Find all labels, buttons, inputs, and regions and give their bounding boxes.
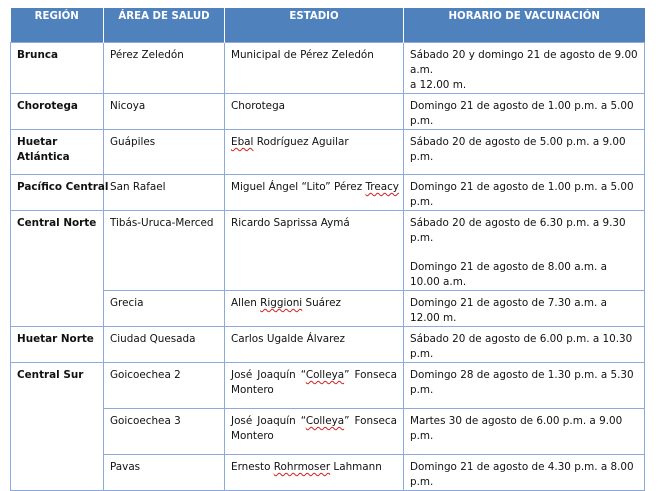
area-cell: Nicoya bbox=[104, 94, 225, 130]
table-row bbox=[11, 130, 645, 175]
area-cell: Guápiles bbox=[104, 130, 225, 175]
stadium-cell: Ricardo Saprissa Aymá bbox=[225, 211, 404, 291]
stadium-name-part: Treacy bbox=[365, 181, 399, 193]
header-area: ÁREA DE SALUD bbox=[104, 8, 225, 43]
region-cell: Central Norte bbox=[11, 211, 104, 327]
region-cell: Huetar Norte bbox=[11, 327, 104, 363]
stadium-name-part: ” Fonseca bbox=[344, 415, 397, 427]
schedule-line: Domingo 21 de agosto de 8.00 a.m. a 10.00 a.m. bbox=[410, 261, 607, 288]
stadium-cell: Municipal de Pérez Zeledón bbox=[225, 43, 404, 94]
stadium-name-part: ” Fonseca bbox=[344, 369, 397, 381]
area-cell: San Rafael bbox=[104, 175, 225, 211]
region-line: Atlántica bbox=[17, 151, 70, 163]
schedule-cell: Domingo 21 de agosto de 4.30 p.m. a 8.00 p.m. bbox=[404, 455, 645, 491]
stadium-cell bbox=[225, 455, 404, 491]
schedule-cell: Domingo 28 de agosto de 1.30 p.m. a 5.30 p.m. bbox=[404, 363, 645, 409]
stadium-cell bbox=[225, 363, 404, 409]
table-row bbox=[11, 455, 645, 491]
stadium-line: Montero bbox=[231, 430, 274, 442]
stadium-cell: Chorotega bbox=[225, 94, 404, 130]
schedule-cell bbox=[404, 43, 645, 94]
header-schedule: HORARIO DE VACUNACIÓN bbox=[404, 8, 645, 43]
table-row bbox=[11, 94, 645, 130]
area-cell: Ciudad Quesada bbox=[104, 327, 225, 363]
stadium-name-part: Colleya bbox=[305, 415, 345, 427]
region-line: Huetar bbox=[17, 136, 58, 148]
area-cell: Tibás-Uruca-Merced bbox=[104, 211, 225, 291]
area-cell: Grecia bbox=[104, 291, 225, 327]
stadium-name-part: Miguel Ángel “Lito” Pérez bbox=[231, 181, 366, 193]
schedule-cell: Domingo 21 de agosto de 1.00 p.m. a 5.00 p.m. bbox=[404, 175, 645, 211]
stadium-name-part: José Joaquín “ bbox=[231, 415, 306, 427]
stadium-name-part: Ernesto bbox=[231, 461, 274, 473]
schedule-line: a 12.00 m. bbox=[410, 79, 467, 91]
table-header-row bbox=[11, 8, 645, 43]
table-row bbox=[11, 327, 645, 363]
stadium-cell bbox=[225, 175, 404, 211]
schedule-cell bbox=[404, 211, 645, 291]
schedule-line: Sábado 20 de agosto de 6.30 p.m. a 9.30 p.m. bbox=[410, 217, 626, 244]
table-row bbox=[11, 175, 645, 211]
area-cell: Goicoechea 2 bbox=[104, 363, 225, 409]
region-cell: Chorotega bbox=[11, 94, 104, 130]
table-row bbox=[11, 43, 645, 94]
region-cell: Brunca bbox=[11, 43, 104, 94]
area-cell: Pérez Zeledón bbox=[104, 43, 225, 94]
stadium-line: Montero bbox=[231, 384, 274, 396]
stadium-line bbox=[231, 414, 397, 429]
region-cell: Pacífico Central bbox=[11, 175, 104, 211]
table-row bbox=[11, 211, 645, 291]
stadium-name-part: Suárez bbox=[302, 297, 341, 309]
stadium-name-part: Riggioni bbox=[260, 297, 303, 309]
region-cell: Central Sur bbox=[11, 363, 104, 491]
stadium-name-part: Allen bbox=[231, 297, 261, 309]
table-row bbox=[11, 363, 645, 409]
vaccination-schedule-table bbox=[10, 8, 645, 491]
table-row bbox=[11, 409, 645, 455]
area-cell: Goicoechea 3 bbox=[104, 409, 225, 455]
schedule-cell: Martes 30 de agosto de 6.00 p.m. a 9.00 p.m. bbox=[404, 409, 645, 455]
stadium-line bbox=[231, 368, 397, 383]
stadium-cell bbox=[225, 130, 404, 175]
schedule-line: Sábado 20 y domingo 21 de agosto de 9.00 a.m. bbox=[410, 49, 638, 76]
stadium-cell bbox=[225, 291, 404, 327]
stadium-name-part: José Joaquín “ bbox=[231, 369, 306, 381]
stadium-cell: Carlos Ugalde Álvarez bbox=[225, 327, 404, 363]
stadium-name-part: Rohrmoser bbox=[273, 461, 331, 473]
stadium-name-part: Colleya bbox=[305, 369, 345, 381]
header-stadium: ESTADIO bbox=[225, 8, 404, 43]
stadium-name-part: Lahmann bbox=[330, 461, 382, 473]
schedule-cell: Domingo 21 de agosto de 7.30 a.m. a 12.00 m. bbox=[404, 291, 645, 327]
region-cell bbox=[11, 130, 104, 175]
header-region: REGIÓN bbox=[11, 8, 104, 43]
stadium-name-part: Rodríguez Aguilar bbox=[253, 136, 349, 148]
area-cell: Pavas bbox=[104, 455, 225, 491]
schedule-cell: Domingo 21 de agosto de 1.00 p.m. a 5.00 p.m. bbox=[404, 94, 645, 130]
table-row bbox=[11, 291, 645, 327]
stadium-name-part: Ebal bbox=[231, 136, 254, 148]
schedule-cell: Sábado 20 de agosto de 6.00 p.m. a 10.30 p.m. bbox=[404, 327, 645, 363]
schedule-cell: Sábado 20 de agosto de 5.00 p.m. a 9.00 p.m. bbox=[404, 130, 645, 175]
stadium-cell bbox=[225, 409, 404, 455]
